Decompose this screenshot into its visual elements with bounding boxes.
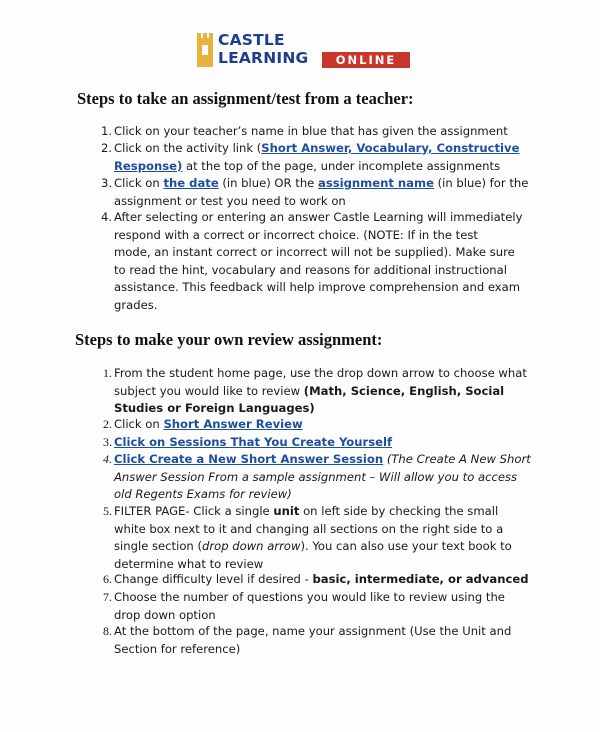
logo-word-learning: LEARNING — [218, 49, 309, 67]
step-text: drop down option — [114, 607, 216, 622]
step-number: 2. — [103, 417, 112, 431]
step-text: white box next to it and changing all sections on the right side to a — [114, 521, 504, 536]
step-text: (in blue) for the — [433, 176, 529, 190]
step-text: (in blue) OR the — [218, 176, 318, 190]
step-number: 4. — [103, 452, 112, 466]
step-text: Click on the activity link ( — [114, 141, 262, 155]
the-date-link[interactable]: the date — [163, 176, 219, 190]
logo-online-tag: ONLINE — [322, 52, 410, 68]
step-text: Section for reference) — [114, 641, 241, 656]
castle-tower-icon — [196, 33, 214, 67]
step-text: grades. — [114, 298, 158, 312]
step-text: assistance. This feedback will help improve comprehension and exam — [114, 280, 521, 295]
step-text: mode, an instant correct or incorrect will not be supplied). Make sure — [114, 245, 515, 260]
short-answer-review-link[interactable]: Short Answer Review — [163, 417, 303, 431]
drop-down-arrow-text: drop down arrow — [201, 539, 301, 554]
step-text: Click on — [114, 417, 164, 431]
step-text: At the bottom of the page, name your assignment (Use the Unit and — [114, 624, 512, 638]
step-text: (The Create A New Short — [383, 452, 531, 466]
step-number: 1. — [103, 366, 112, 380]
step-text: Click on — [114, 176, 164, 190]
castle-learning-logo — [196, 31, 410, 71]
logo-word-castle: CASTLE — [218, 31, 285, 49]
step-text: on left side by checking the small — [299, 504, 499, 518]
section2-heading: Steps to make your own review assignment: — [75, 330, 383, 349]
step-number: 8. — [103, 624, 112, 638]
step-text: From the student home page, use the drop down arrow to choose what — [114, 366, 527, 380]
step-text: assignment or test you need to work on — [114, 193, 346, 208]
step-number: 5. — [103, 504, 112, 518]
step-text: Change difficulty level if desired - — [114, 572, 313, 586]
step-text: determine what to review — [114, 556, 264, 571]
step-number: 4. — [100, 210, 112, 224]
assignment-name-link[interactable]: assignment name — [318, 176, 434, 190]
response-link[interactable]: Response) — [114, 158, 183, 173]
step-number: 1. — [100, 124, 112, 138]
step-text: single section ( — [114, 539, 202, 554]
step-number: 2. — [100, 141, 112, 155]
step-number: 6. — [103, 572, 112, 586]
step-text: respond with a correct or incorrect choice. (NOTE: If in the test — [114, 227, 478, 242]
step-text: FILTER PAGE- Click a single — [114, 504, 274, 518]
step-number: 3. — [103, 435, 112, 449]
difficulty-levels-text: basic, intermediate, or advanced — [312, 572, 529, 586]
short-answer-vocabulary-constructive-link[interactable]: Short Answer, Vocabulary, Constructive — [261, 141, 520, 155]
subject-list-text: (Math, Science, English, Social — [303, 383, 505, 398]
step-text: subject you would like to review — [114, 383, 304, 398]
step-text: After selecting or entering an answer Castle Learning will immediately — [114, 210, 523, 224]
step-text: ). You can also use your text book to — [300, 539, 512, 554]
step-text: Choose the number of questions you would like to review using the — [114, 590, 505, 604]
unit-text: unit — [273, 504, 300, 518]
create-new-short-answer-session-link[interactable]: Click Create a New Short Answer Session — [114, 452, 384, 466]
step-text: to read the hint, vocabulary and reasons for additional instructional — [114, 262, 507, 277]
step-text: Answer Session From a sample assignment – Will allow you to access — [114, 469, 518, 484]
sessions-you-create-yourself-link[interactable]: Click on Sessions That You Create Yourself — [114, 435, 393, 449]
section1-heading: Steps to take an assignment/test from a teacher: — [77, 89, 414, 108]
step-number: 7. — [103, 590, 112, 604]
step-number: 3. — [100, 176, 112, 190]
step-text: old Regents Exams for review) — [114, 487, 292, 502]
subject-list-text: Studies or Foreign Languages) — [114, 401, 315, 416]
step-text: at the top of the page, under incomplete assignments — [182, 158, 501, 173]
step-text: Click on your teacher’s name in blue that has given the assignment — [114, 124, 508, 138]
